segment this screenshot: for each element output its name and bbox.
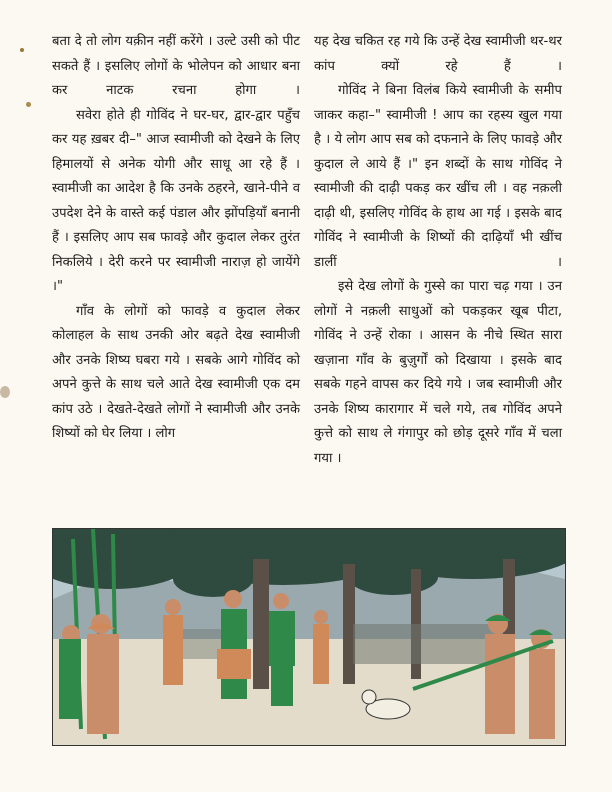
paragraph: इसे देख लोगों के गुस्से का पारा चढ़ गया । उन लोगों ने नक़ली साधुओं को पकड़कर खूब पीटा, गोविंद ने उन्हें रोका । आसन के नीचे स्थित सारा खज़ाना गाँव के बुज़ुर्गों को दिखाया । इसके बाद सबके गहने वापस कर दिये गये । जब स्वामीजी और उनके शिष्य कारागार में चले गये, तब गोविंद अपने कुत्ते को साथ ले गंगापुर को छोड़ दूसरे गाँव में चला गया । xyxy=(314,279,562,466)
paragraph: सवेरा होते ही गोविंद ने घर-घर, द्वार-द्वार पहुँच कर यह ख़बर दी–" आज स्वामीजी को देखने के लिए हिमालयों से अनेक योगी और साधू आ रहे हैं । स्वामीजी का आदेश है कि उनके ठहरने, खाने-पीने व उपदेश देने के वास्ते कई पंडाल और झोंपड़ियाँ बनानी हैं । इसलिए आप सब फावड़े और कुदाल लेकर तुरंत निकलिये । देरी करने पर स्वामीजी नाराज़ हो जायेंगे ।" xyxy=(52,107,300,294)
margin-smudge xyxy=(0,386,10,398)
paragraph: गोविंद ने बिना विलंब किये स्वामीजी के समीप जाकर कहा–" स्वामीजी ! आप का रहस्य खुल गया है । ये लोग आप सब को दफनाने के लिए फावड़े और कुदाल ले आये हैं ।" इन शब्दों के साथ गोविंद ने स्वामीजी की दाढ़ी पकड़ कर खींच ली । वह नक़ली दाढ़ी थी, इसलिए गोविंद के हाथ आ गई । इसके बाद गोविंद ने स्वामीजी के शिष्यों की दाढ़ियाँ भी खींच डालीं । xyxy=(314,83,562,270)
paragraph: यह देख चकित रह गये कि उन्हें देख स्वामीजी थर-थर कांप क्यों रहे हैं । xyxy=(314,34,562,74)
margin-smudge xyxy=(26,102,31,107)
paragraph: गाँव के लोगों को फावड़े व कुदाल लेकर कोलाहल के साथ उनकी ओर बढ़ते देख स्वामीजी और उनके शिष्य घबरा गये । सबके आगे गोविंद को अपने कुत्ते के साथ चले आते देख स्वामीजी एक दम कांप उठे । देखते-देखते लोगों ने स्वामीजी और उनके शिष्यों को घेर लिया । लोग xyxy=(52,303,300,441)
village-crowd-illustration xyxy=(52,528,566,746)
paragraph: बता दे तो लोग यक़ीन नहीं करेंगे । उल्टे उसी को पीट सकते हैं । इसलिए लोगों के भोलेपन को आधार बना कर नाटक रचना होगा । xyxy=(52,34,300,98)
left-text-column xyxy=(52,30,300,447)
right-text-column xyxy=(314,30,562,471)
margin-smudge xyxy=(20,48,24,52)
